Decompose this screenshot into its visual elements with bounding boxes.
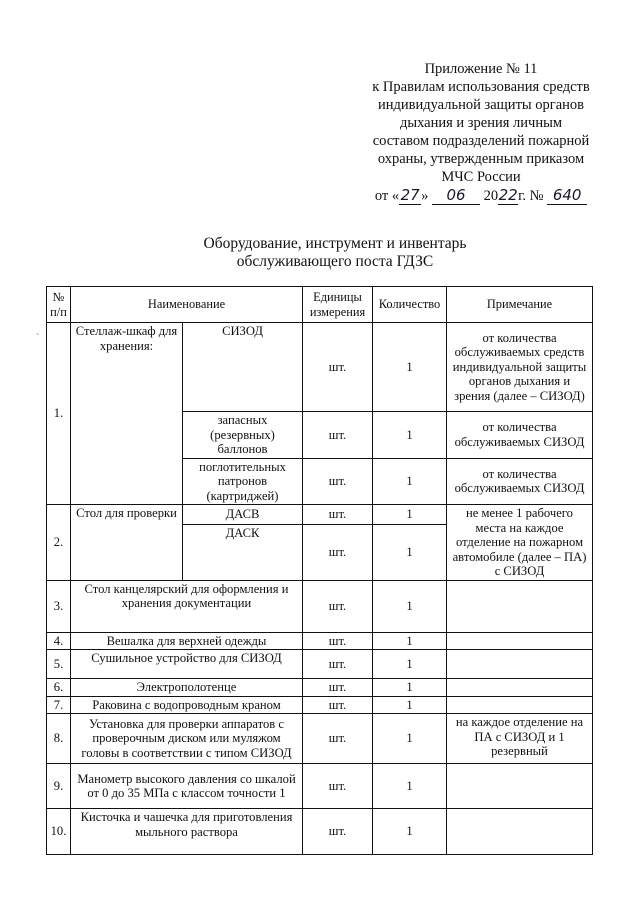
table-header-row [47, 287, 593, 323]
table-row [47, 505, 593, 525]
appendix-header [350, 60, 612, 205]
row-name: Электрополотенце [71, 679, 303, 697]
row-note: не менее 1 рабочего места на каждое отделение на пожарном автомобиле (далее – ПА) с СИЗОД [447, 505, 593, 581]
row-unit: шт. [303, 458, 373, 505]
table-row [47, 764, 593, 809]
row-qty: 1 [373, 809, 447, 855]
row-qty: 1 [373, 580, 447, 632]
row-qty: 1 [373, 714, 447, 764]
row-qty: 1 [373, 412, 447, 459]
row-num: 2. [47, 505, 71, 581]
row-num: 5. [47, 650, 71, 679]
table-row [47, 580, 593, 632]
row-unit: шт. [303, 764, 373, 809]
appendix-line: индивидуальной защиты органов [377, 97, 585, 113]
row-num: 4. [47, 632, 71, 650]
row-num: 8. [47, 714, 71, 764]
date-day-handwritten: 27 [400, 186, 420, 204]
row-qty: 1 [373, 764, 447, 809]
appendix-line: МЧС России [441, 169, 521, 185]
date-mid: » [421, 188, 429, 204]
row-note: от количества обслуживаемых средств индивидуальной защиты органов дыхания и зрения (далее – СИЗОД) [447, 323, 593, 412]
row-name: Стол канцелярский для оформления и хранения документации [71, 580, 303, 632]
date-year-prefix: 20 [483, 188, 499, 204]
row-note [447, 696, 593, 714]
order-number-handwritten: 640 [547, 186, 587, 205]
table-row [47, 650, 593, 679]
table-row [47, 323, 593, 412]
row-qty: 1 [373, 323, 447, 412]
row-note: от количества обслуживаемых СИЗОД [447, 412, 593, 459]
title-line-2: обслуживающего поста ГДЗС [236, 253, 434, 270]
row-note: от количества обслуживаемых СИЗОД [447, 458, 593, 505]
date-prefix: от « [374, 188, 400, 204]
row-note [447, 764, 593, 809]
row-qty: 1 [373, 650, 447, 679]
row-num: 3. [47, 580, 71, 632]
row-subname: ДАСК [183, 524, 303, 580]
header-qty: Количество [373, 287, 447, 323]
row-qty: 1 [373, 524, 447, 580]
row-subname: СИЗОД [183, 323, 303, 412]
row-subname: поглотительных патронов (картриджей) [183, 458, 303, 505]
row-unit: шт. [303, 714, 373, 764]
row-num: 1. [47, 323, 71, 505]
margin-mark: ` [36, 333, 40, 344]
row-unit: шт. [303, 323, 373, 412]
order-date-line [350, 186, 612, 205]
row-unit: шт. [303, 580, 373, 632]
row-name: Раковина с водопроводным краном [71, 696, 303, 714]
row-num: 7. [47, 696, 71, 714]
row-subname: запасных (резервных) баллонов [183, 412, 303, 459]
row-name: Сушильное устройство для СИЗОД [71, 650, 303, 679]
date-month-handwritten: 06 [432, 186, 480, 205]
row-name: Стеллаж-шкаф для хранения: [71, 323, 183, 505]
appendix-line: охраны, утвержденным приказом [377, 151, 585, 167]
row-qty: 1 [373, 458, 447, 505]
row-unit: шт. [303, 632, 373, 650]
appendix-line: Приложение № 11 [424, 61, 538, 77]
header-units: Единицы измерения [303, 287, 373, 323]
appendix-line: составом подразделений пожарной [372, 133, 590, 149]
row-note [447, 580, 593, 632]
row-subname: ДАСВ [183, 505, 303, 525]
header-note: Примечание [447, 287, 593, 323]
table-row [47, 714, 593, 764]
row-qty: 1 [373, 679, 447, 697]
row-note [447, 809, 593, 855]
row-note [447, 650, 593, 679]
row-name: Установка для проверки аппаратов с проверочным диском или муляжом головы в соответствии с типом СИЗОД [71, 714, 303, 764]
table-row [47, 809, 593, 855]
appendix-line: дыхания и зрения личным [399, 115, 562, 131]
table-row [47, 632, 593, 650]
row-qty: 1 [373, 505, 447, 525]
row-num: 10. [47, 809, 71, 855]
table-row [47, 696, 593, 714]
appendix-line: к Правилам использования средств [372, 79, 590, 95]
row-qty: 1 [373, 696, 447, 714]
row-num: 9. [47, 764, 71, 809]
document-title [160, 235, 510, 271]
row-name: Вешалка для верхней одежды [71, 632, 303, 650]
row-name: Манометр высокого давления со шкалой от 0 до 35 МПа с классом точности 1 [71, 764, 303, 809]
row-unit: шт. [303, 412, 373, 459]
row-qty: 1 [373, 632, 447, 650]
header-num: № п/п [47, 287, 71, 323]
date-year-handwritten: 22 [498, 186, 518, 204]
row-note: на каждое отделение на ПА с СИЗОД и 1 резервный [447, 714, 593, 764]
row-unit: шт. [303, 650, 373, 679]
row-unit: шт. [303, 809, 373, 855]
row-unit: шт. [303, 524, 373, 580]
row-name: Кисточка и чашечка для приготовления мыльного раствора [71, 809, 303, 855]
equipment-table [46, 286, 593, 855]
row-num: 6. [47, 679, 71, 697]
date-suffix: г. № [518, 188, 544, 204]
row-note [447, 632, 593, 650]
row-name: Стол для проверки [71, 505, 183, 581]
row-unit: шт. [303, 696, 373, 714]
header-name: Наименование [71, 287, 303, 323]
row-unit: шт. [303, 679, 373, 697]
title-line-1: Оборудование, инструмент и инвентарь [203, 235, 467, 252]
row-unit: шт. [303, 505, 373, 525]
table-row [47, 679, 593, 697]
row-note [447, 679, 593, 697]
